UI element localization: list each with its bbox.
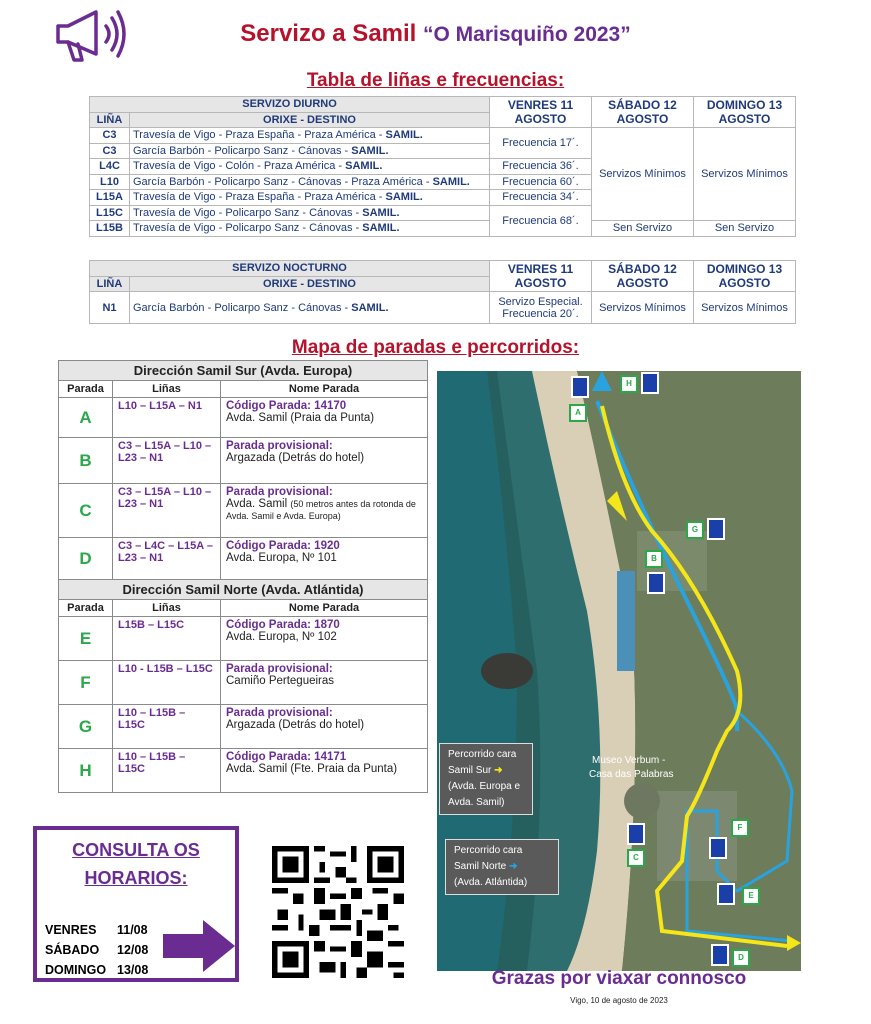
thanks-message: Grazas por viaxar connosco [491,968,747,989]
stop-row-a: A L10 – L15A – N1 Código Parada: 14170 Avda. Samil (Praia da Punta) [59,398,428,438]
stop-marker-d[interactable]: D [732,949,750,967]
stop-row-d: D C3 – L4C – L15A – L23 – N1 Código Parada: 1920 Avda. Europa, Nº 101 [59,538,428,580]
night-service-table: SERVIZO NOCTURNO VENRES 11 AGOSTO SÁBADO 12 AGOSTO DOMINGO 13 AGOSTO LIÑA ORIXE - DESTINO N1 García Barbón - Policarpo Sanz - Cánovas - SAMIL. Servizo Especial. Frecuencia 20´. Servizos Mínimos Servizos Mínimos [89,260,796,324]
arrow-right-icon: ➜ [509,861,518,872]
qr-code[interactable] [272,846,404,978]
route-map[interactable] [437,371,801,971]
map-section-title: Mapa de paradas e percorridos: [291,337,580,358]
lines-section-title: Tabla de liñas e frecuencias: [306,70,565,91]
schedule-box: CONSULTA OS HORARIOS: VENRES 11/08 SÁBADO 12/08 DOMINGO 13/08 [33,826,239,982]
table-row: L15B Travesía de Vigo - Policarpo Sanz - Cánovas - SAMIL. Sen Servizo Sen Servizo [90,221,796,237]
table-row: L4C Travesía de Vigo - Colón - Praza América - SAMIL. Frecuencia 36´. [90,159,796,175]
legend-south: Percorrido cara Samil Sur ➜ (Avda. Europa e Avda. Samil) [439,743,533,815]
arrow-right-icon [163,920,235,972]
table-row: L15C Travesía de Vigo - Policarpo Sanz - Cánovas - SAMIL. Frecuencia 68´. [90,205,796,221]
table-row: C3 Travesía de Vigo - Praza España - Praza América - SAMIL. Frecuencia 17´. Servizos Mínimos Servizos Mínimos [90,128,796,144]
bus-stop-icon [647,572,665,594]
svg-text:Museo Verbum -: Museo Verbum - [592,755,666,766]
svg-text:Casa das Palabras: Casa das Palabras [589,769,674,780]
stop-marker-g[interactable]: G [686,521,704,539]
night-group-label: SERVIZO NOCTURNO [90,261,490,277]
bus-stop-icon [641,372,659,394]
day-group-label: SERVIZO DIURNO [90,97,490,113]
stop-row-h: H L10 – L15B – L15C Código Parada: 14171 Avda. Samil (Fte. Praia da Punta) [59,749,428,793]
stops-table: Dirección Samil Sur (Avda. Europa) Parada Liñas Nome Parada A L10 – L15A – N1 Código Parada: 14170 Avda. Samil (Praia da Punta) B C3 – L15A – L10 – L23 – N1 Parada provisional: Argazada (Detrás do hotel) C C3 – L15A – L10 – L23 – N1 Parada provisional: Avda. Samil (50 metros antes da rotonda de Avda. Samil e Avda. Europa) D C3 – L4C – L15A – L23 – N1 Código Parada: 1920 Avda. Europa, Nº 101 Dirección Samil Norte (Avda. Atlántida) Parada Liñas Nome Parada E L15B – L15C Código Parada: 1870 Avda. Europa, Nº 102 F L10 - L15B – L15C Parada provisional: Camiño Pertegueiras G L10 – L15B – L15C Parada provisional: Argazada (Detrás do hotel) H L10 – L15B – L15C Código Parada: 14171 Avda. Samil (Fte. Praia da Punta) [58,360,428,793]
stop-row-g: G L10 – L15B – L15C Parada provisional: Argazada (Detrás do hotel) [59,705,428,749]
bus-stop-icon [571,376,589,398]
stop-marker-e[interactable]: E [742,887,760,905]
table-row: L15A Travesía de Vigo - Praza España - Praza América - SAMIL. Frecuencia 34´. [90,190,796,206]
stop-marker-a[interactable]: A [569,404,587,422]
day-service-table: SERVIZO DIURNO VENRES 11 AGOSTO SÁBADO 12 AGOSTO DOMINGO 13 AGOSTO LIÑA ORIXE - DESTINO C3 Travesía de Vigo - Praza España - Praza América - SAMIL. Frecuencia 17´. Servizos Mínimos Servizos Mínimos C3 García Barbón - Policarpo Sanz - Cánovas - SAMIL. L4C Travesía de Vigo - Colón - Praza América - SAMIL. Frecuencia 36´. L10 García Barbón - Policarpo Sanz - Cánovas - Praza América - SAMIL. Frecuencia 60´. L15A Travesía de Vigo - Praza España - Praza América - SAMIL. Frecuencia 34´. L15C Travesía de Vigo - Policarpo Sanz - Cánovas - SAMIL. Frecuencia 68´. L15B Travesía de Vigo - Policarpo Sanz - Cánovas - SAMIL. Sen Servizo Sen Servizo [89,96,796,237]
stop-row-f: F L10 - L15B – L15C Parada provisional: Camiño Pertegueiras [59,661,428,705]
stop-marker-b[interactable]: B [645,550,663,568]
table-row: L10 García Barbón - Policarpo Sanz - Cánovas - Praza América - SAMIL. Frecuencia 60´. [90,174,796,190]
bus-stop-icon [627,823,645,845]
table-row: C3 García Barbón - Policarpo Sanz - Cánovas - SAMIL. [90,143,796,159]
table-row: N1 García Barbón - Policarpo Sanz - Cánovas - SAMIL. Servizo Especial. Frecuencia 20´. Servizos Mínimos Servizos Mínimos [90,292,796,324]
stop-row-c: C C3 – L15A – L10 – L23 – N1 Parada provisional: Avda. Samil (50 metros antes da rotonda de Avda. Samil e Avda. Europa) [59,484,428,538]
stop-row-b: B C3 – L15A – L10 – L23 – N1 Parada provisional: Argazada (Detrás do hotel) [59,438,428,484]
stop-row-e: E L15B – L15C Código Parada: 1870 Avda. Europa, Nº 102 [59,617,428,661]
bus-stop-icon [711,944,729,966]
legend-north: Percorrido cara Samil Norte ➜ (Avda. Atlántida) [445,839,559,895]
stop-marker-c[interactable]: C [627,849,645,867]
stop-marker-h[interactable]: H [620,375,638,393]
bus-stop-icon [709,837,727,859]
arrow-right-icon: ➜ [494,765,503,776]
stop-marker-f[interactable]: F [731,819,749,837]
page-title: Servizo a Samil “O Marisquiño 2023” [240,20,631,47]
bus-stop-icon [707,518,725,540]
bus-stop-icon [717,883,735,905]
document-date: Vigo, 10 de agosto de 2023 [570,996,668,1005]
